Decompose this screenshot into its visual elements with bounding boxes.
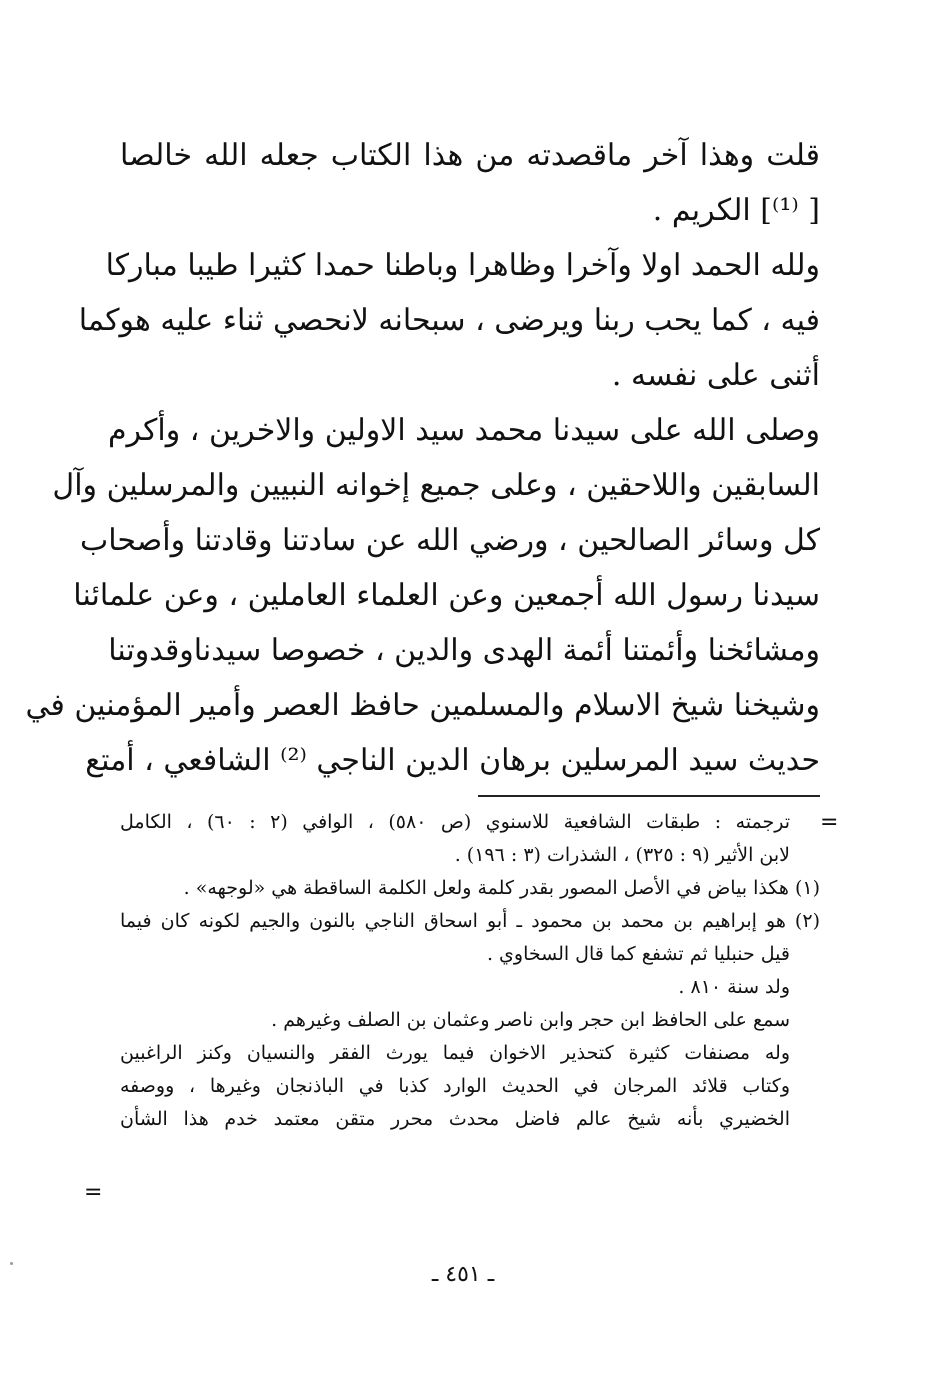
footnote-1: (١) هكذا بياض في الأصل المصور بقدر كلمة ولعل الكلمة الساقطة هي «لوجهه» . — [183, 877, 820, 899]
footnote-line: سمع على الحافظ ابن حجر وابن ناصر وعثمان بن الصلف وغيرهم . — [271, 1009, 790, 1031]
text-line: سيدنا رسول الله أجمعين وعن العلماء العاملين ، وعن علمائنا — [73, 578, 820, 613]
footnote-line: وله مصنفات كثيرة كتحذير الاخوان فيما يورث الفقر والنسيان وكنز الراغبين — [120, 1042, 790, 1064]
text-line: قلت وهذا آخر ماقصدته من هذا الكتاب جعله الله خالصا — [120, 138, 820, 173]
footnote-line: وكتاب قلائد المرجان في الحديث الوارد كذبا في الباذنجان وغيرها ، ووصفه — [120, 1075, 790, 1097]
text-line: كل وسائر الصالحين ، ورضي الله عن سادتنا وقادتنا وأصحاب — [80, 523, 820, 558]
page-number: ـ ٤٥١ ـ — [431, 1262, 495, 1287]
text-line: أثنى على نفسه . — [611, 358, 820, 393]
footnote-line: قيل حنبليا ثم تشفع كما قال السخاوي . — [486, 943, 790, 965]
footnote-line: ولد سنة ٨١٠ . — [678, 976, 790, 998]
footnote-2: (٢) هو إبراهيم بن محمد بن محمود ـ أبو اسحاق الناجي بالنون والجيم لكونه كان فيما — [120, 910, 820, 932]
continuation-marker: = — [820, 810, 839, 835]
text-line: ومشائخنا وأئمتنا أئمة الهدى والدين ، خصوصا سيدناوقدوتنا — [108, 633, 820, 668]
footnote-separator — [478, 795, 820, 797]
footnotes — [120, 806, 820, 1136]
text-line: فيه ، كما يحب ربنا ويرضى ، سبحانه لانحصي ثناء عليه هوكما — [78, 303, 820, 338]
main-text — [25, 128, 820, 788]
text-line: ولله الحمد اولا وآخرا وظاهرا وباطنا حمدا كثيرا طيبا مباركا — [105, 248, 820, 283]
footnote-line: الخضيري بأنه شيخ عالم فاضل محدث محرر متقن معتمد خدم هذا الشأن — [120, 1108, 790, 1130]
text-line: حديث سيد المرسلين برهان الدين الناجي ⁽²⁾ الشافعي ، أمتع — [85, 743, 820, 778]
text-line: السابقين واللاحقين ، وعلى جميع إخوانه النبيين والمرسلين وآل — [52, 468, 820, 503]
footnote-line: لابن الأثير (٩ : ٣٢٥) ، الشذرات (٣ : ١٩٦) . — [454, 844, 790, 866]
text-line: [ ⁽¹⁾] الكريم . — [652, 193, 820, 228]
text-line: وصلى الله على سيدنا محمد سيد الاولين والاخرين ، وأكرم — [107, 413, 820, 448]
scan-speck — [10, 1262, 13, 1265]
footnote-line: ترجمته : طبقات الشافعية للاسنوي (ص ٥٨٠) ، الوافي (٢ : ٦٠) ، الكامل — [120, 811, 790, 833]
text-line: وشيخنا شيخ الاسلام والمسلمين حافظ العصر وأمير المؤمنين في — [25, 688, 820, 723]
continuation-marker-end: = — [84, 1180, 103, 1205]
